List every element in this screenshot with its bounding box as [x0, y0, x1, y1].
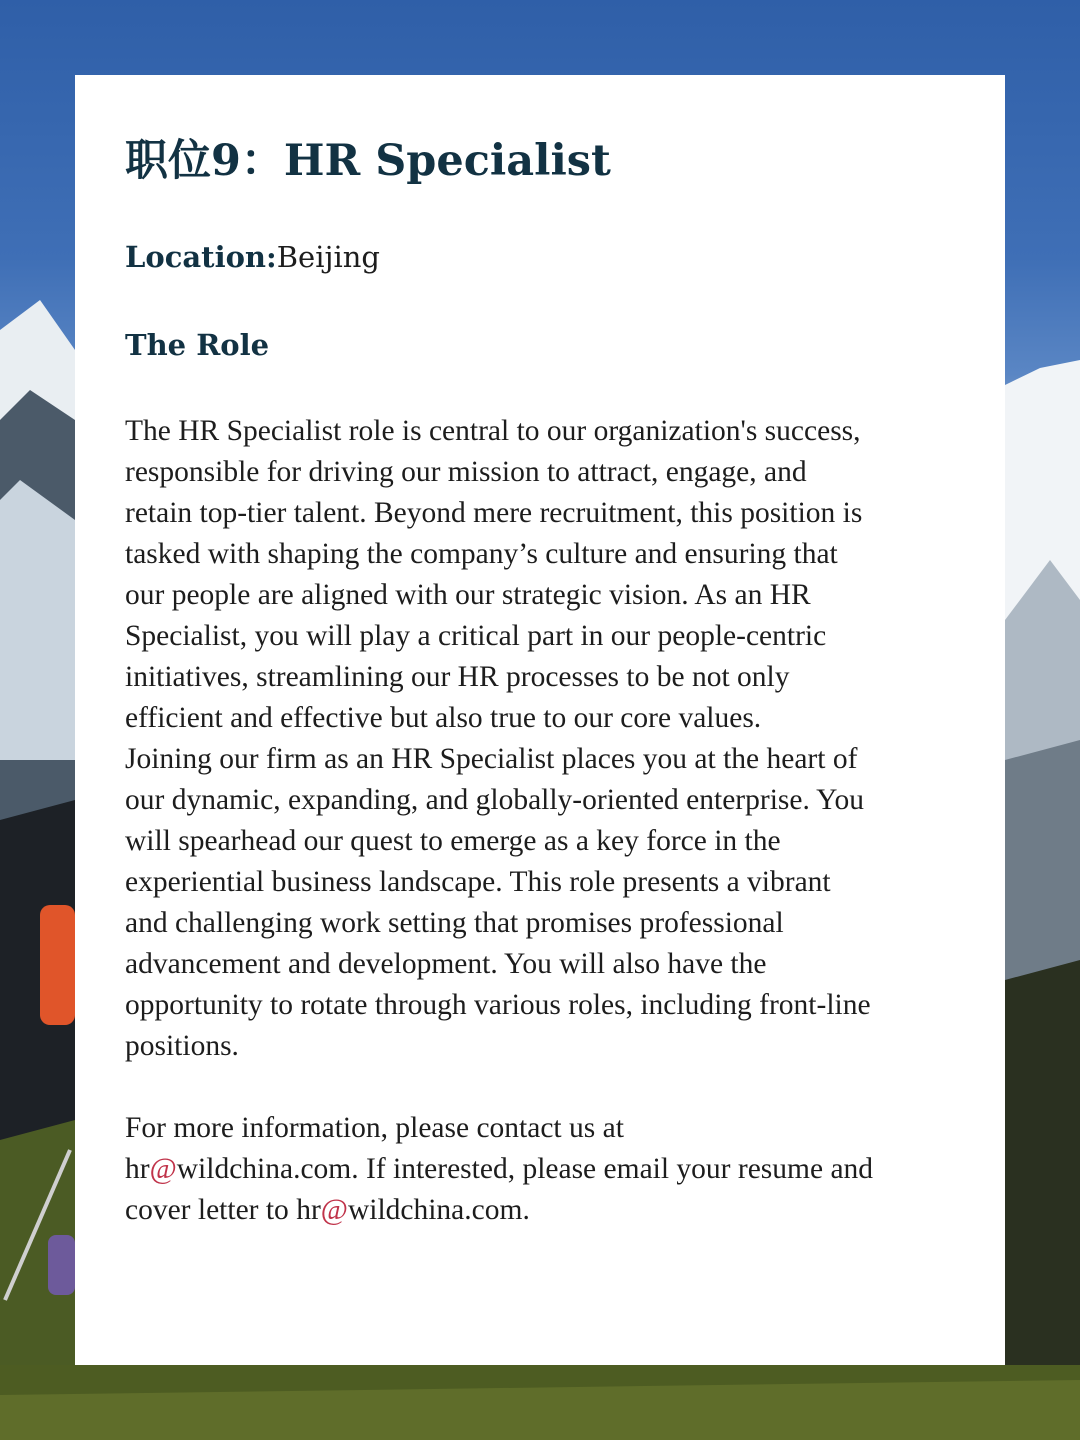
contact-line-3 [125, 1190, 951, 1231]
email-link-1[interactable] [125, 1153, 351, 1185]
role-line: our people are aligned with our strategic vision. As an HR [125, 579, 811, 611]
contact-line-3-end: . [522, 1194, 530, 1226]
location-value: Beijing [276, 240, 380, 274]
role-line: retain top-tier talent. Beyond mere recruitment, this position is [125, 497, 863, 529]
email-domain: wildchina.com [176, 1153, 352, 1185]
job-posting-card [75, 75, 1005, 1365]
email-domain: wildchina.com [347, 1194, 523, 1226]
hiker-backpack [40, 905, 75, 1025]
email-link-2[interactable] [296, 1194, 522, 1226]
email-user: hr [296, 1194, 321, 1226]
role-line: our dynamic, expanding, and globally-oriented enterprise. You [125, 784, 864, 816]
role-line: positions. [125, 1030, 239, 1062]
role-line: and challenging work setting that promises professional [125, 907, 784, 939]
contact-paragraph [125, 1108, 951, 1231]
contact-line-3-text: cover letter to [125, 1194, 297, 1226]
contact-line-2 [125, 1149, 951, 1190]
role-line: Joining our firm as an HR Specialist places you at the heart of [125, 743, 858, 775]
role-line: responsible for driving our mission to attract, engage, and [125, 456, 807, 488]
role-line: The HR Specialist role is central to our organization's success, [125, 415, 861, 447]
role-line: efficient and effective but also true to our core values. [125, 702, 762, 734]
contact-line-1: For more information, please contact us at [125, 1112, 624, 1144]
role-heading: The Role [125, 328, 270, 362]
page-title: 职位9：HR Specialist [125, 136, 611, 186]
role-line: experiential business landscape. This role presents a vibrant [125, 866, 831, 898]
at-sign-icon: @ [149, 1153, 177, 1185]
role-line: initiatives, streamlining our HR processes to be not only [125, 661, 790, 693]
at-sign-icon: @ [320, 1194, 348, 1226]
role-line: will spearhead our quest to emerge as a key force in the [125, 825, 781, 857]
role-line: advancement and development. You will also have the [125, 948, 767, 980]
role-line: tasked with shaping the company’s culture and ensuring that [125, 538, 838, 570]
role-line: opportunity to rotate through various roles, including front-line [125, 989, 871, 1021]
role-description [125, 411, 951, 1067]
location-label: Location: [125, 240, 277, 274]
location-row [125, 237, 951, 277]
contact-line-2-text: . If interested, please email your resume and [351, 1153, 874, 1185]
email-user: hr [125, 1153, 150, 1185]
role-line: Specialist, you will play a critical part in our people-centric [125, 620, 827, 652]
